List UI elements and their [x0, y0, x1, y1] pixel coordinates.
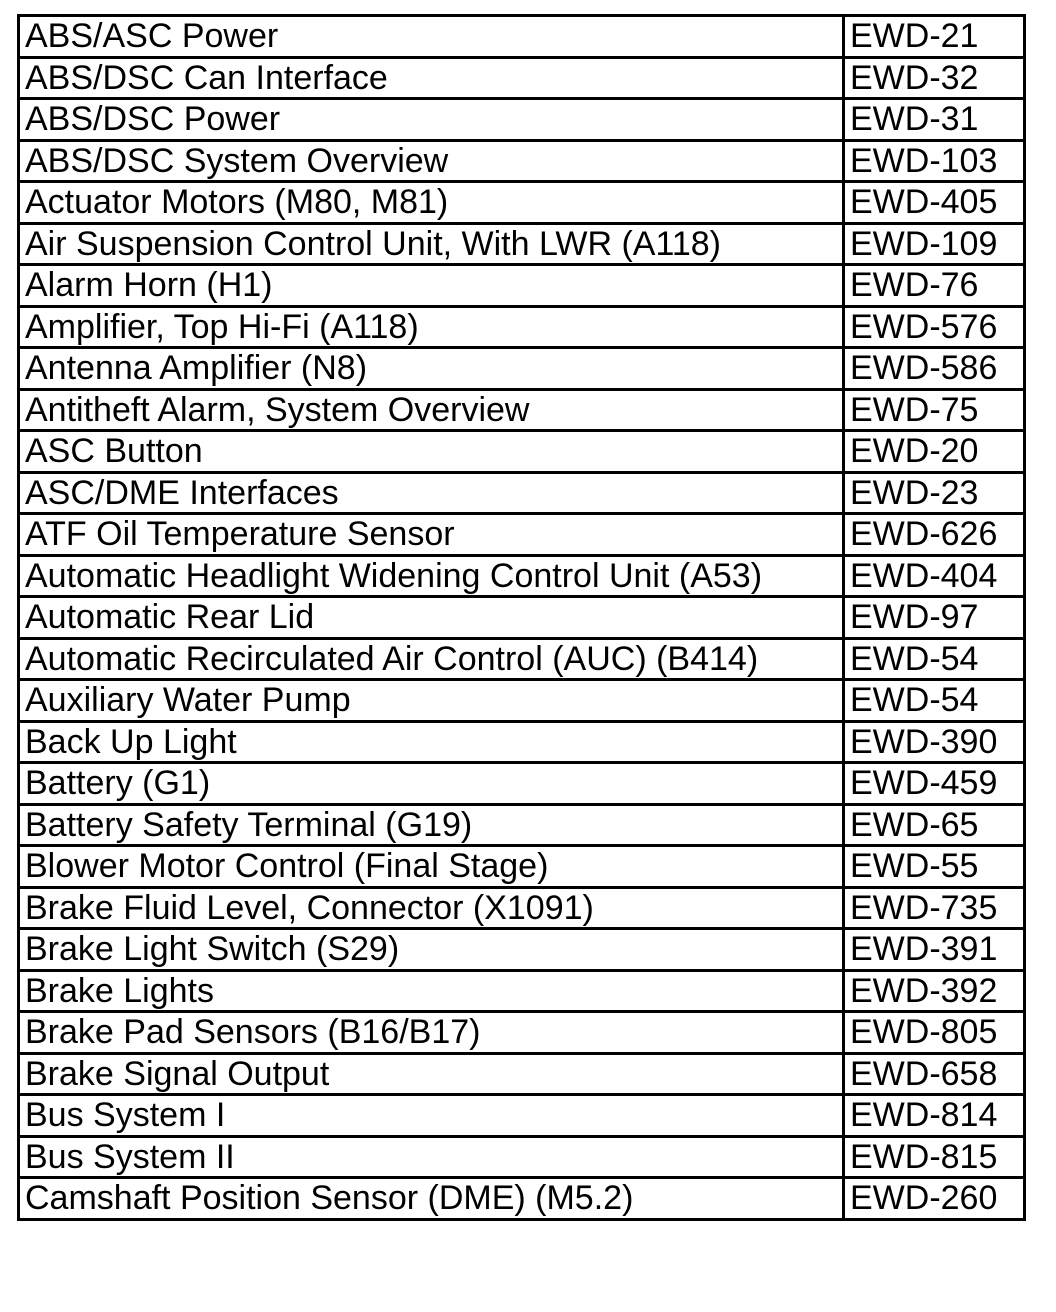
ewd-reference-cell: EWD-54 [844, 638, 1025, 680]
table-row [19, 223, 1025, 265]
ewd-reference-cell: EWD-21 [844, 16, 1025, 58]
ewd-reference-cell: EWD-75 [844, 389, 1025, 431]
ewd-reference-cell: EWD-658 [844, 1053, 1025, 1095]
table-row [19, 1095, 1025, 1137]
ewd-reference-cell: EWD-23 [844, 472, 1025, 514]
topic-cell: Battery (G1) [19, 763, 844, 805]
table-row [19, 16, 1025, 58]
table-row [19, 389, 1025, 431]
table-row [19, 970, 1025, 1012]
topic-cell: Brake Lights [19, 970, 844, 1012]
table-row [19, 680, 1025, 722]
topic-cell: Antitheft Alarm, System Overview [19, 389, 844, 431]
topic-cell: Back Up Light [19, 721, 844, 763]
topic-cell: Alarm Horn (H1) [19, 265, 844, 307]
topic-cell: Brake Pad Sensors (B16/B17) [19, 1012, 844, 1054]
topic-cell: Bus System II [19, 1136, 844, 1178]
table-row [19, 265, 1025, 307]
table-row [19, 1136, 1025, 1178]
topic-cell: ABS/ASC Power [19, 16, 844, 58]
topic-cell: ATF Oil Temperature Sensor [19, 514, 844, 556]
table-row [19, 638, 1025, 680]
topic-cell: Antenna Amplifier (N8) [19, 348, 844, 390]
ewd-reference-cell: EWD-814 [844, 1095, 1025, 1137]
table-row [19, 597, 1025, 639]
ewd-reference-cell: EWD-76 [844, 265, 1025, 307]
ewd-reference-cell: EWD-109 [844, 223, 1025, 265]
table-row [19, 306, 1025, 348]
topic-cell: Camshaft Position Sensor (DME) (M5.2) [19, 1178, 844, 1220]
table-row [19, 804, 1025, 846]
ewd-reference-cell: EWD-65 [844, 804, 1025, 846]
table-row [19, 472, 1025, 514]
topic-cell: Automatic Headlight Widening Control Unit (A53) [19, 555, 844, 597]
table-row [19, 99, 1025, 141]
table-row [19, 182, 1025, 224]
ewd-reference-cell: EWD-815 [844, 1136, 1025, 1178]
ewd-reference-cell: EWD-735 [844, 887, 1025, 929]
table-row [19, 431, 1025, 473]
table-row [19, 846, 1025, 888]
index-table-body [19, 16, 1025, 1220]
topic-cell: ASC Button [19, 431, 844, 473]
ewd-reference-cell: EWD-405 [844, 182, 1025, 224]
topic-cell: Actuator Motors (M80, M81) [19, 182, 844, 224]
table-row [19, 763, 1025, 805]
ewd-reference-cell: EWD-32 [844, 57, 1025, 99]
topic-cell: Amplifier, Top Hi-Fi (A118) [19, 306, 844, 348]
topic-cell: Brake Light Switch (S29) [19, 929, 844, 971]
table-row [19, 57, 1025, 99]
topic-cell: Blower Motor Control (Final Stage) [19, 846, 844, 888]
table-row [19, 1178, 1025, 1220]
table-row [19, 348, 1025, 390]
ewd-reference-cell: EWD-392 [844, 970, 1025, 1012]
table-row [19, 1053, 1025, 1095]
table-row [19, 555, 1025, 597]
topic-cell: Battery Safety Terminal (G19) [19, 804, 844, 846]
table-row [19, 514, 1025, 556]
ewd-reference-cell: EWD-260 [844, 1178, 1025, 1220]
topic-cell: ABS/DSC System Overview [19, 140, 844, 182]
ewd-reference-cell: EWD-576 [844, 306, 1025, 348]
ewd-reference-cell: EWD-55 [844, 846, 1025, 888]
ewd-reference-cell: EWD-586 [844, 348, 1025, 390]
topic-cell: Air Suspension Control Unit, With LWR (A118) [19, 223, 844, 265]
ewd-reference-cell: EWD-404 [844, 555, 1025, 597]
wiring-diagram-index-table [17, 14, 1026, 1221]
topic-cell: Automatic Recirculated Air Control (AUC) (B414) [19, 638, 844, 680]
table-row [19, 721, 1025, 763]
topic-cell: ABS/DSC Power [19, 99, 844, 141]
ewd-reference-cell: EWD-103 [844, 140, 1025, 182]
ewd-reference-cell: EWD-626 [844, 514, 1025, 556]
table-row [19, 887, 1025, 929]
ewd-reference-cell: EWD-390 [844, 721, 1025, 763]
ewd-reference-cell: EWD-391 [844, 929, 1025, 971]
table-row [19, 140, 1025, 182]
ewd-reference-cell: EWD-20 [844, 431, 1025, 473]
topic-cell: Brake Fluid Level, Connector (X1091) [19, 887, 844, 929]
topic-cell: ASC/DME Interfaces [19, 472, 844, 514]
topic-cell: Automatic Rear Lid [19, 597, 844, 639]
ewd-reference-cell: EWD-459 [844, 763, 1025, 805]
topic-cell: Auxiliary Water Pump [19, 680, 844, 722]
ewd-reference-cell: EWD-805 [844, 1012, 1025, 1054]
topic-cell: Bus System I [19, 1095, 844, 1137]
topic-cell: Brake Signal Output [19, 1053, 844, 1095]
ewd-reference-cell: EWD-54 [844, 680, 1025, 722]
table-row [19, 929, 1025, 971]
topic-cell: ABS/DSC Can Interface [19, 57, 844, 99]
ewd-reference-cell: EWD-31 [844, 99, 1025, 141]
ewd-reference-cell: EWD-97 [844, 597, 1025, 639]
table-row [19, 1012, 1025, 1054]
